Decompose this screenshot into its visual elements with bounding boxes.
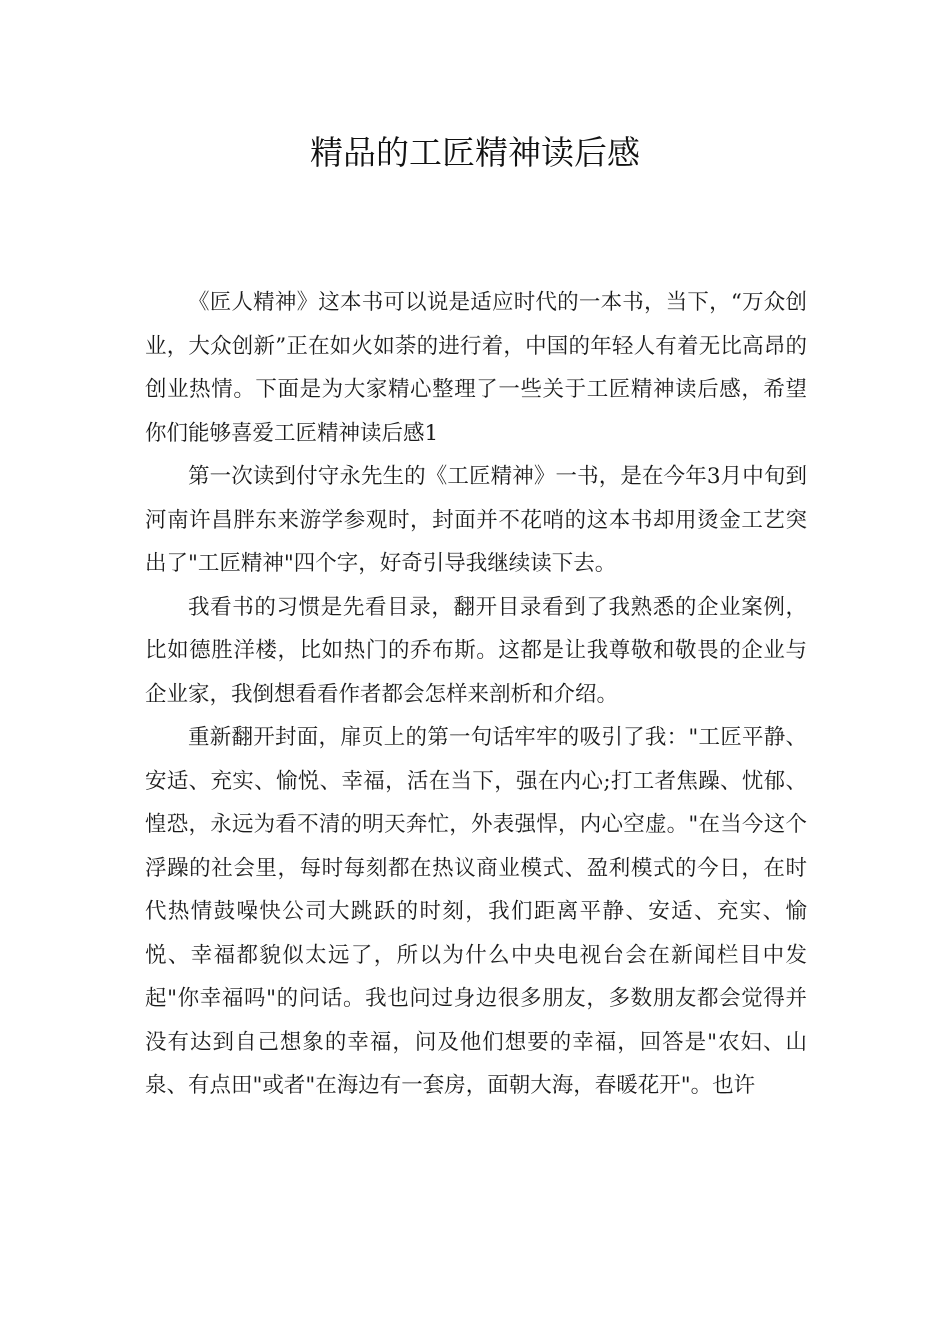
paragraph-intro: 《匠人精神》这本书可以说是适应时代的一本书，当下，“万众创业，大众创新”正在如火如荼的进行着，中国的年轻人有着无比高昂的创业热情。下面是为大家精心整理了一些关于工匠精神读后感，希望你们能够喜爱工匠精神读后感1 (145, 290, 807, 446)
paragraph-title-page-quote: 重新翻开封面，扉页上的第一句话牢牢的吸引了我："工匠平静、安适、充实、愉悦、幸福，活在当下，强在内心;打工者焦躁、忧郁、惶恐，永远为看不清的明天奔忙，外表强悍，内心空虚。"在当今这个浮躁的社会里，每时每刻都在热议商业模式、盈利模式的今日，在时代热情鼓噪快公司大跳跃的时刻，我们距离平静、安适、充实、愉悦、幸福都貌似太远了，所以为什么中央电视台会在新闻栏目中发起"你幸福吗"的问话。我也问过身边很多朋友，多数朋友都会觉得并没有达到自己想象的幸福，问及他们想要的幸福，回答是"农妇、山泉、有点田"或者"在海边有一套房，面朝大海，春暖花开"。也许 (145, 725, 807, 1098)
document-body (145, 281, 807, 1108)
paragraph-table-of-contents: 我看书的习惯是先看目录，翻开目录看到了我熟悉的企业案例，比如德胜洋楼，比如热门的乔布斯。这都是让我尊敬和敬畏的企业与企业家，我倒想看看作者都会怎样来剖析和介绍。 (145, 594, 807, 707)
paragraph-first-reading: 第一次读到付守永先生的《工匠精神》一书，是在今年3月中旬到河南许昌胖东来游学参观时，封面并不花哨的这本书却用烫金工艺突出了"工匠精神"四个字，好奇引导我继续读下去。 (145, 464, 807, 576)
document-title: 精品的工匠精神读后感 (310, 133, 640, 172)
